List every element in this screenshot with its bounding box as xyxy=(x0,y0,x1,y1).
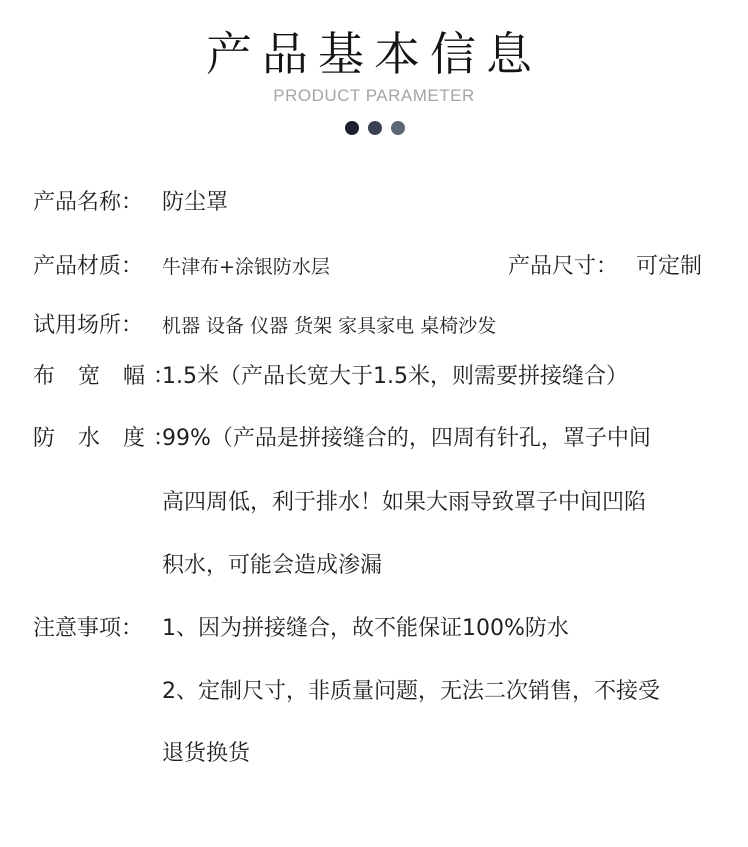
waterproof-line-1: 99%（产品是拼接缝合的，四周有针孔，罩子中间 xyxy=(162,426,651,451)
page-subtitle: PRODUCT PARAMETER xyxy=(273,86,475,105)
product-name-value: 防尘罩 xyxy=(162,190,229,215)
notes-line-3: 退货换货 xyxy=(162,741,251,766)
page-title: 产品基本信息 xyxy=(206,27,542,81)
product-name-label: 产品名称： xyxy=(33,190,144,215)
material-value: 牛津布+涂银防水层 xyxy=(162,256,330,278)
usage-value: 机器 设备 仪器 货架 家具家电 桌椅沙发 xyxy=(162,315,497,337)
size-value: 可定制 xyxy=(636,254,703,279)
size-label: 产品尺寸： xyxy=(508,254,619,279)
waterproof-label: 防 水 度： xyxy=(33,426,183,451)
notes-label: 注意事项： xyxy=(33,616,144,641)
dot-1 xyxy=(345,121,359,135)
dot-2 xyxy=(368,121,382,135)
notes-line-2: 2、定制尺寸，非质量问题，无法二次销售，不接受 xyxy=(162,679,660,704)
waterproof-line-2: 高四周低，利于排水！如果大雨导致罩子中间凹陷 xyxy=(162,490,647,515)
dot-3 xyxy=(391,121,405,135)
width-label: 布 宽 幅： xyxy=(33,364,183,389)
usage-label: 试用场所： xyxy=(33,313,144,338)
material-label: 产品材质： xyxy=(33,254,144,279)
waterproof-line-3: 积水，可能会造成渗漏 xyxy=(162,553,383,578)
notes-line-1: 1、因为拼接缝合，故不能保证100%防水 xyxy=(162,616,569,641)
width-value: 1.5米（产品长宽大于1.5米，则需要拼接缝合） xyxy=(162,364,628,389)
